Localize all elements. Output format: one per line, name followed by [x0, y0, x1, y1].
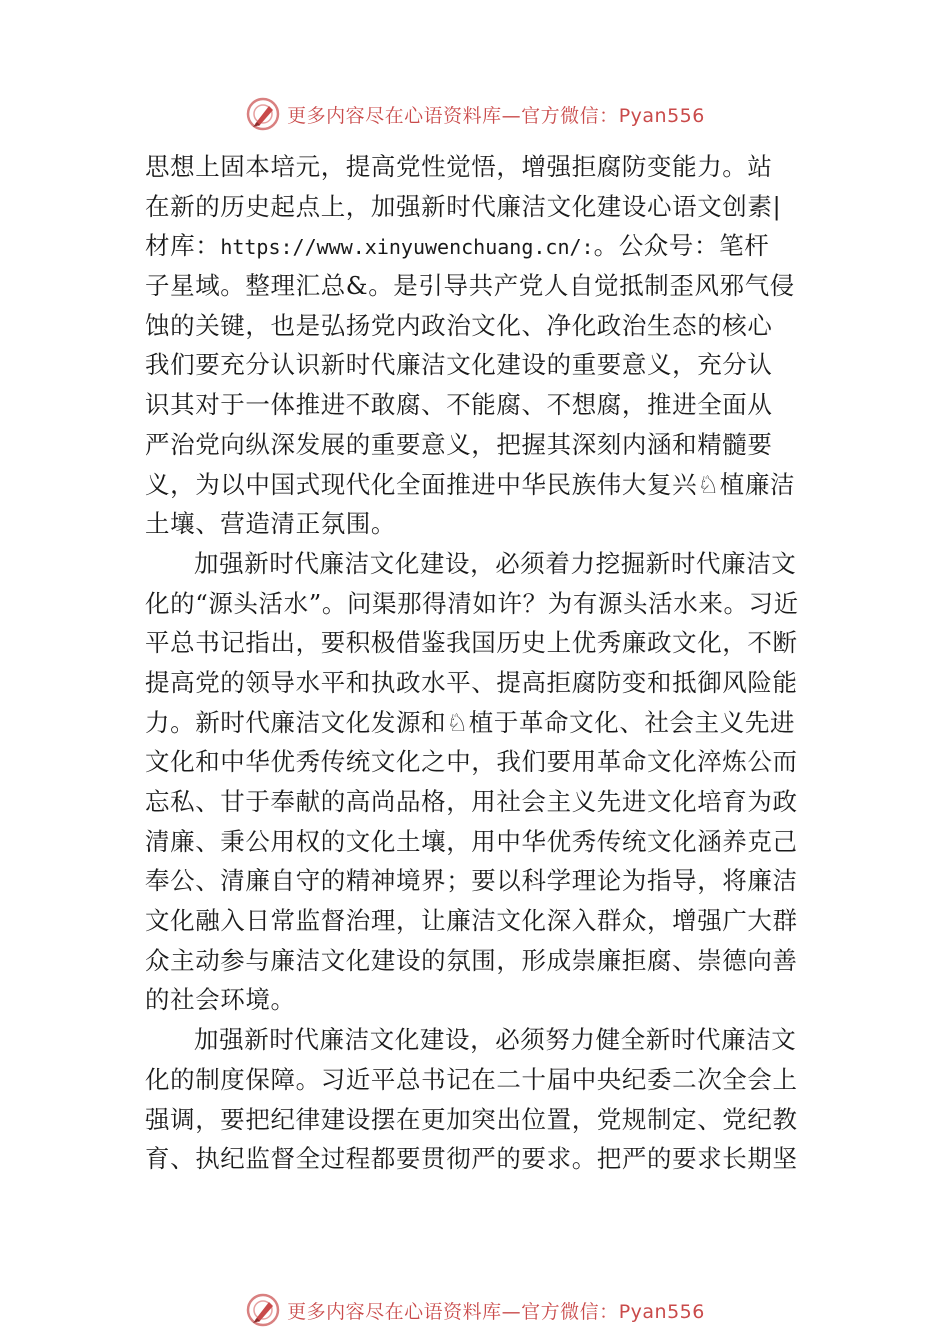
banner-title: 更多内容尽在心语资料库 — [287, 1300, 502, 1323]
text-line: 识其对于一体推进不敢腐、不能腐、不想腐，推进全面从 — [145, 390, 773, 420]
text-line: 文化和中华优秀传统文化之中，我们要用革命文化淬炼公而 — [145, 747, 798, 777]
line-prefix: 材库： — [145, 231, 221, 261]
text-line: 的社会环境。 — [145, 985, 296, 1015]
document-body — [145, 147, 815, 1179]
text-line: 强调，要把纪律建设摆在更加突出位置，党规制定、党纪教 — [145, 1104, 798, 1134]
text-line: 平总书记指出，要积极借鉴我国历史上优秀廉政文化，不断 — [145, 628, 798, 658]
pen-nib-logo-icon — [245, 1292, 281, 1328]
pen-nib-logo-icon — [245, 96, 281, 132]
text-line: 子星域。整理汇总&。是引导共产党人自觉抵制歪风邪气侵 — [145, 271, 795, 301]
banner-wechat-label: 官方微信： — [521, 1300, 619, 1323]
text-line: 加强新时代廉洁文化建设，必须着力挖掘新时代廉洁文 — [194, 548, 797, 578]
line-suffix: 。公众号：笔杆 — [593, 231, 770, 261]
text-line: 严治党向纵深发展的重要意义，把握其深刻内涵和精髓要 — [145, 429, 773, 459]
banner-wechat-label: 官方微信： — [521, 104, 619, 127]
header-banner — [0, 92, 950, 136]
text-line: 化的“源头活水”。问渠那得清如许？为有源头活水来。习近 — [145, 588, 799, 618]
text-line: 土壤、营造清正氛围。 — [145, 509, 396, 539]
text-line: 我们要充分认识新时代廉洁文化建设的重要意义，充分认 — [145, 350, 773, 380]
text-line: 忘私、甘于奉献的高尚品格，用社会主义先进文化培育为政 — [145, 787, 798, 816]
text-line: 在新的历史起点上，加强新时代廉洁文化建设心语文创素| — [145, 191, 782, 221]
banner-text — [287, 101, 705, 128]
text-line: 力。新时代廉洁文化发源和♘植于革命文化、社会主义先进 — [145, 707, 796, 737]
banner-inner — [245, 96, 705, 132]
text-line: 清廉、秉公用权的文化土壤，用中华优秀传统文化涵养克己 — [145, 826, 798, 856]
url-text: https://www.xinyuwenchuang.cn/: — [220, 235, 594, 260]
text-line: 奉公、清廉自守的精神境界；要以科学理论为指导，将廉洁 — [145, 866, 798, 896]
banner-dash: — — [501, 104, 522, 127]
banner-inner — [245, 1292, 705, 1328]
text-line: 众主动参与廉洁文化建设的氛围，形成崇廉拒腐、崇德向善 — [145, 945, 798, 975]
text-line: 蚀的关键，也是弘扬党内政治文化、净化政治生态的核心 — [145, 310, 773, 340]
banner-title: 更多内容尽在心语资料库 — [287, 104, 502, 127]
banner-text — [287, 1297, 705, 1324]
text-line: 义，为以中国式现代化全面推进中华民族伟大复兴♘植廉洁 — [145, 469, 796, 499]
text-line: 提高党的领导水平和执政水平、提高拒腐防变和抵御风险能 — [145, 667, 798, 697]
text-line — [145, 226, 815, 266]
text-line: 文化融入日常监督治理，让廉洁文化深入群众，增强广大群 — [145, 906, 798, 936]
footer-banner — [0, 1288, 950, 1332]
text-line: 化的制度保障。习近平总书记在二十届中央纪委二次全会上 — [145, 1064, 798, 1094]
text-line: 育、执纪监督全过程都要贯彻严的要求。把严的要求长期坚 — [145, 1144, 798, 1174]
banner-wechat-id: Pyan556 — [618, 104, 705, 127]
banner-dash: — — [501, 1300, 522, 1323]
text-line: 加强新时代廉洁文化建设，必须努力健全新时代廉洁文 — [194, 1025, 797, 1055]
banner-wechat-id: Pyan556 — [618, 1300, 705, 1323]
text-line: 思想上固本培元，提高党性觉悟，增强拒腐防变能力。站 — [145, 152, 773, 181]
